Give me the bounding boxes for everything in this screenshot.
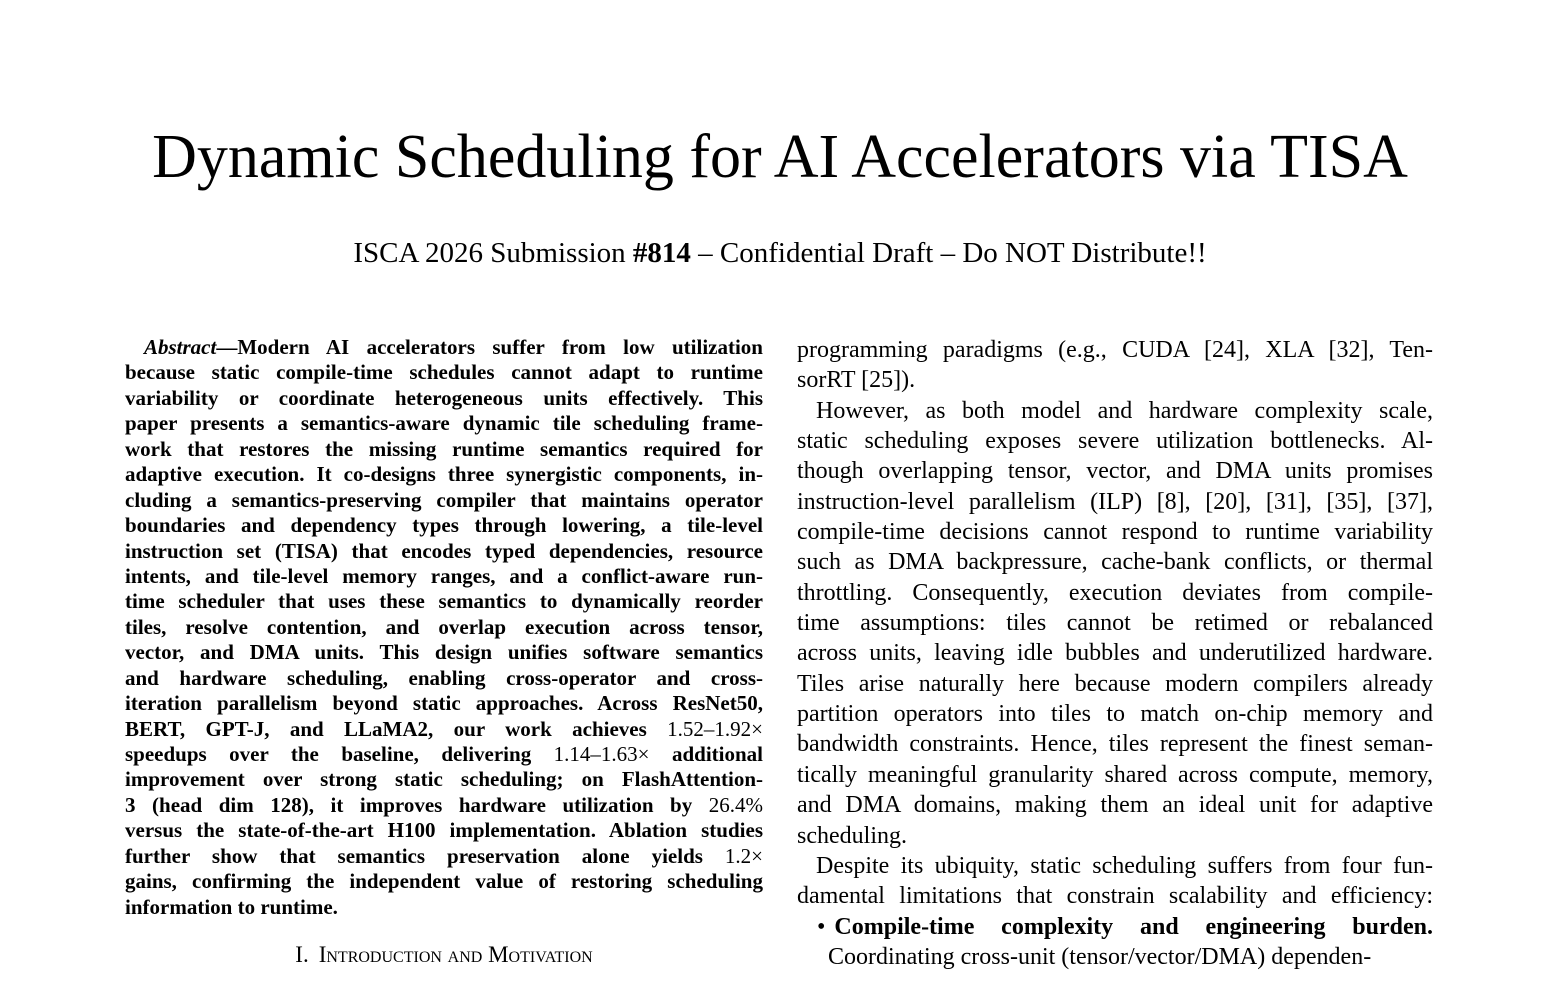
text-run: adaptive execution. It co-designs three synergistic components, in-	[125, 462, 763, 487]
text-run: Abstract	[144, 335, 217, 359]
abstract-line	[125, 411, 763, 436]
body-line	[797, 578, 1433, 608]
abstract-line	[125, 869, 763, 894]
submission-note	[0, 237, 1560, 269]
body-line	[797, 912, 1433, 942]
abstract-line	[125, 589, 763, 614]
text-run: instruction set (TISA) that encodes typed dependencies, resource	[125, 538, 763, 563]
abstract-line	[125, 818, 763, 843]
text-run: BERT, GPT-J, and LLaMA2, our work achieves	[125, 716, 668, 741]
text-run: cluding a semantics-preserving compiler that maintains operator	[125, 487, 763, 512]
abstract-line	[125, 539, 763, 564]
text-run: instruction-level parallelism (ILP) [8], [20], [31], [35], [37],	[797, 488, 1433, 515]
body-line	[797, 517, 1433, 547]
abstract-line	[125, 513, 763, 538]
body-line	[797, 456, 1433, 486]
text-run: 3 (head dim 128), it improves hardware utilization by	[125, 792, 709, 817]
text-run: damental limitations that constrain scalability and efficiency:	[797, 883, 1433, 910]
abstract-line	[125, 462, 763, 487]
body-line	[797, 426, 1433, 456]
text-run: additional	[649, 742, 763, 766]
abstract-line	[125, 742, 763, 767]
text-run: further show that semantics preservation alone yields	[125, 843, 725, 868]
text-run: though overlapping tensor, vector, and DMA units promises	[797, 458, 1433, 485]
text-run: Tiles arise naturally here because modern compilers already	[797, 670, 1433, 697]
text-run: —Modern AI accelerators suffer from low utilization	[216, 335, 763, 359]
body-line	[797, 608, 1433, 638]
right-column	[797, 335, 1433, 972]
body-line	[797, 487, 1433, 517]
body-line	[797, 881, 1433, 911]
text-run: compile-time decisions cannot respond to runtime variability	[797, 519, 1433, 546]
body-line	[797, 669, 1433, 699]
text-run: tically meaningful granularity shared across compute, memory,	[797, 761, 1433, 788]
text-run: static scheduling exposes severe utilization bottlenecks. Al-	[797, 428, 1433, 455]
submission-number: #814	[632, 237, 691, 269]
text-run: speedups over the baseline, delivering	[125, 742, 554, 766]
text-run: vector, and DMA units. This design unifies software semantics	[125, 640, 763, 665]
abstract-line	[125, 691, 763, 716]
abstract-line	[125, 615, 763, 640]
text-run: paper presents a semantics-aware dynamic tile scheduling frame-	[125, 411, 763, 436]
abstract-line	[125, 793, 763, 818]
abstract-line	[125, 488, 763, 513]
text-run: and hardware scheduling, enabling cross-operator and cross-	[125, 665, 763, 690]
text-run: improvement over strong static scheduling; on FlashAttention-	[125, 767, 763, 792]
abstract-line	[125, 360, 763, 385]
text-run: time scheduler that uses these semantics to dynamically reorder	[125, 589, 763, 614]
text-run: gains, confirming the independent value of restoring scheduling	[125, 869, 763, 894]
body-line	[797, 851, 1433, 881]
abstract-line	[125, 717, 763, 742]
text-run: across units, leaving idle bubbles and underutilized hardware.	[797, 640, 1433, 667]
body-line	[797, 821, 1433, 851]
abstract	[125, 335, 763, 920]
body-line	[797, 365, 1433, 395]
submission-note-prefix: ISCA 2026 Submission	[353, 237, 633, 269]
text-run: boundaries and dependency types through lowering, a tile-level	[125, 513, 763, 538]
abstract-line	[125, 640, 763, 665]
text-run: partition operators into tiles to match on-chip memory and	[797, 701, 1433, 728]
text-run: 1.2×	[724, 843, 763, 868]
abstract-line	[125, 767, 763, 792]
text-run: programming paradigms (e.g., CUDA [24], XLA [32], Ten-	[797, 337, 1433, 363]
abstract-line	[125, 666, 763, 691]
body-line	[797, 335, 1433, 365]
text-run: variability or coordinate heterogeneous units effectively. This	[125, 385, 763, 410]
abstract-line	[125, 335, 763, 360]
text-run: iteration parallelism beyond static approaches. Across ResNet50,	[125, 691, 763, 716]
body-line	[797, 396, 1433, 426]
text-run: 1.52–1.92×	[667, 716, 763, 741]
abstract-line	[125, 386, 763, 411]
text-run: work that restores the missing runtime semantics required for	[125, 436, 763, 461]
abstract-line	[125, 844, 763, 869]
body-line	[797, 790, 1433, 820]
text-run: intents, and tile-level memory ranges, and a conflict-aware run-	[125, 563, 763, 588]
text-run: and DMA domains, making them an ideal unit for adaptive	[797, 792, 1433, 819]
text-run: Despite its ubiquity, static scheduling suffers from four fun-	[816, 852, 1433, 879]
text-run: throttling. Consequently, execution deviates from compile-	[797, 579, 1433, 606]
text-run: 1.14–1.63×	[553, 742, 650, 766]
section-number: I.	[295, 942, 309, 968]
abstract-line	[125, 564, 763, 589]
body-line	[797, 547, 1433, 577]
text-run: versus the state-of-the-art H100 implementation. Ablation studies	[125, 818, 763, 843]
text-run: Compile-time complexity and engineering burden.	[834, 913, 1433, 940]
text-run: tiles, resolve contention, and overlap execution across tensor,	[125, 614, 763, 639]
text-run: sorRT [25]).	[797, 367, 916, 394]
text-run: time assumptions: tiles cannot be retimed or rebalanced	[797, 610, 1433, 637]
left-column	[125, 335, 763, 968]
abstract-line	[125, 437, 763, 462]
text-run: such as DMA backpressure, cache-bank conflicts, or thermal	[797, 549, 1433, 576]
body-line	[797, 942, 1433, 972]
body-line	[797, 760, 1433, 790]
text-run: scheduling.	[797, 822, 907, 849]
text-run: 26.4%	[708, 792, 763, 817]
bullet-icon: •	[817, 913, 826, 940]
section-title: Introduction and Motivation	[318, 942, 593, 968]
body-line	[797, 699, 1433, 729]
section-heading	[125, 942, 763, 968]
body-line	[797, 729, 1433, 759]
text-run: However, as both model and hardware complexity scale,	[816, 397, 1433, 424]
text-run: Coordinating cross-unit (tensor/vector/DMA) dependen-	[828, 943, 1372, 970]
text-run: bandwidth constraints. Hence, tiles represent the finest seman-	[797, 731, 1433, 758]
submission-note-suffix: – Confidential Draft – Do NOT Distribute!!	[690, 237, 1207, 269]
abstract-line	[125, 895, 763, 920]
text-run: information to runtime.	[125, 894, 338, 919]
text-run: because static compile-time schedules cannot adapt to runtime	[125, 360, 763, 385]
paper-title: Dynamic Scheduling for AI Accelerators via TISA	[152, 123, 1408, 191]
body-line	[797, 638, 1433, 668]
